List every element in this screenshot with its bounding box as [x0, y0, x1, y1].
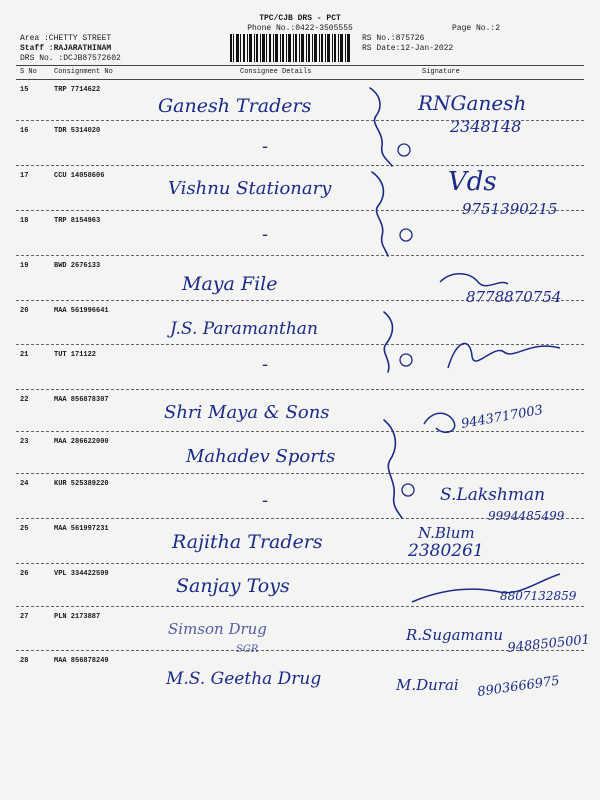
row-consignment-no: MAA 286622000	[54, 438, 109, 446]
row-consignment-no: KUR 525389220	[54, 480, 109, 488]
table-row	[0, 307, 600, 323]
hw-scribble-signature	[424, 413, 455, 432]
row-sno: 15	[20, 86, 29, 94]
row-divider	[16, 431, 584, 432]
table-row	[0, 438, 600, 454]
hw-stamp-subtext: SGR	[236, 644, 259, 655]
row-divider	[16, 210, 584, 211]
row-divider	[16, 255, 584, 256]
row-sno: 16	[20, 127, 29, 135]
table-row	[0, 217, 600, 233]
row-divider	[16, 518, 584, 519]
row-sno: 18	[20, 217, 29, 225]
hw-dash: -	[262, 224, 269, 245]
row-divider	[16, 120, 584, 121]
hw-phone-number: 9443717003	[460, 402, 545, 432]
hw-phone-number: 9994485499	[488, 509, 565, 523]
row-consignment-no: TDR 5314020	[54, 127, 101, 135]
hw-phone-number: 8807132859	[500, 589, 577, 603]
hw-signature: S.Lakshman	[440, 485, 546, 505]
hw-consignee-name: Shri Maya & Sons	[164, 402, 330, 423]
hw-dash: -	[262, 136, 269, 157]
hw-signature: M.Durai	[396, 676, 459, 694]
row-divider	[16, 606, 584, 607]
table-row	[0, 86, 600, 102]
hw-signature: R.Sugamanu	[406, 626, 504, 644]
row-sno: 21	[20, 351, 29, 359]
hw-signature: RNGanesh	[418, 91, 527, 115]
drs-number: DRS No. :DCJB87572602	[20, 54, 121, 63]
hw-phone-number: 8778870754	[466, 288, 562, 306]
row-sno: 23	[20, 438, 29, 446]
table-row	[0, 480, 600, 496]
row-consignment-no: BWD 2676133	[54, 262, 101, 270]
page-number: Page No.:2	[452, 24, 501, 33]
hw-phone-number: 9751390215	[462, 200, 558, 218]
rs-date: RS Date:12-Jan-2022	[362, 44, 454, 53]
hw-stamp-text: Simson Drug	[168, 620, 267, 638]
hw-consignee-name: Rajitha Traders	[172, 531, 323, 553]
table-row	[0, 525, 600, 541]
hw-phone-number: 9488505001	[506, 632, 591, 656]
hw-consignee-name: M.S. Geetha Drug	[166, 669, 322, 689]
row-sno: 17	[20, 172, 29, 180]
col-header-signature: Signature	[422, 68, 460, 76]
row-divider	[16, 650, 584, 651]
hw-phone-number: 2348148	[450, 117, 522, 136]
row-consignment-no: TRP 7714622	[54, 86, 101, 94]
hw-phone-number: 8903666975	[476, 673, 561, 700]
table-row	[0, 351, 600, 367]
table-row	[0, 127, 600, 143]
table-row	[0, 396, 600, 412]
hw-consignee-name: Mahadev Sports	[186, 446, 336, 467]
table-row	[0, 657, 600, 673]
hw-dash: -	[262, 490, 269, 511]
hw-phone-number: 2380261	[408, 541, 484, 561]
hw-consignee-name: Ganesh Traders	[158, 95, 312, 117]
row-sno: 20	[20, 307, 29, 315]
row-sno: 25	[20, 525, 29, 533]
row-consignment-no: TUT 171122	[54, 351, 97, 359]
row-consignment-no: MAA 856878249	[54, 657, 109, 665]
rs-number: RS No.:875726	[362, 34, 425, 43]
row-sno: 22	[20, 396, 29, 404]
barcode-image	[230, 34, 350, 62]
row-consignment-no: PLN 2173887	[54, 613, 101, 621]
phone-number: Phone No.:0422-3505555	[247, 24, 353, 33]
hw-consignee-name: J.S. Paramanthan	[170, 319, 318, 339]
row-sno: 19	[20, 262, 29, 270]
row-sno: 26	[20, 570, 29, 578]
sheet-title: TPC/CJB DRS - PCT	[259, 14, 341, 23]
area-label: Area :CHETTY STREET	[20, 34, 112, 43]
table-row	[0, 570, 600, 586]
table-row	[0, 613, 600, 629]
row-consignment-no: MAA 561996641	[54, 307, 109, 315]
col-header-sno: S No	[20, 68, 37, 76]
hw-dash: -	[262, 354, 269, 375]
header-rule-top	[16, 65, 584, 66]
check-circle-mark	[398, 144, 410, 156]
hw-consignee-name: Sanjay Toys	[176, 575, 290, 597]
table-row	[0, 172, 600, 188]
col-header-consignment: Consignment No	[54, 68, 113, 76]
row-sno: 28	[20, 657, 29, 665]
row-consignment-no: MAA 856878307	[54, 396, 109, 404]
row-divider	[16, 473, 584, 474]
col-header-consignee: Consignee Details	[240, 68, 312, 76]
row-divider	[16, 300, 584, 301]
header-rule-bottom	[16, 79, 584, 80]
row-divider	[16, 563, 584, 564]
staff-label: Staff :RAJARATHINAM	[20, 44, 112, 53]
hw-consignee-name: Vishnu Stationary	[168, 178, 332, 199]
hw-signature: Vds	[448, 167, 497, 197]
row-sno: 24	[20, 480, 29, 488]
row-consignment-no: MAA 561997231	[54, 525, 109, 533]
row-consignment-no: TRP 8154963	[54, 217, 101, 225]
hw-signature: N.Blum	[418, 524, 475, 542]
hw-consignee-name: Maya File	[182, 273, 278, 295]
row-sno: 27	[20, 613, 29, 621]
table-row	[0, 262, 600, 278]
row-divider	[16, 389, 584, 390]
row-consignment-no: VPL 334422599	[54, 570, 109, 578]
row-divider	[16, 165, 584, 166]
pen-bracket-stroke	[384, 420, 402, 518]
row-divider	[16, 344, 584, 345]
row-consignment-no: CCU 14058606	[54, 172, 105, 180]
